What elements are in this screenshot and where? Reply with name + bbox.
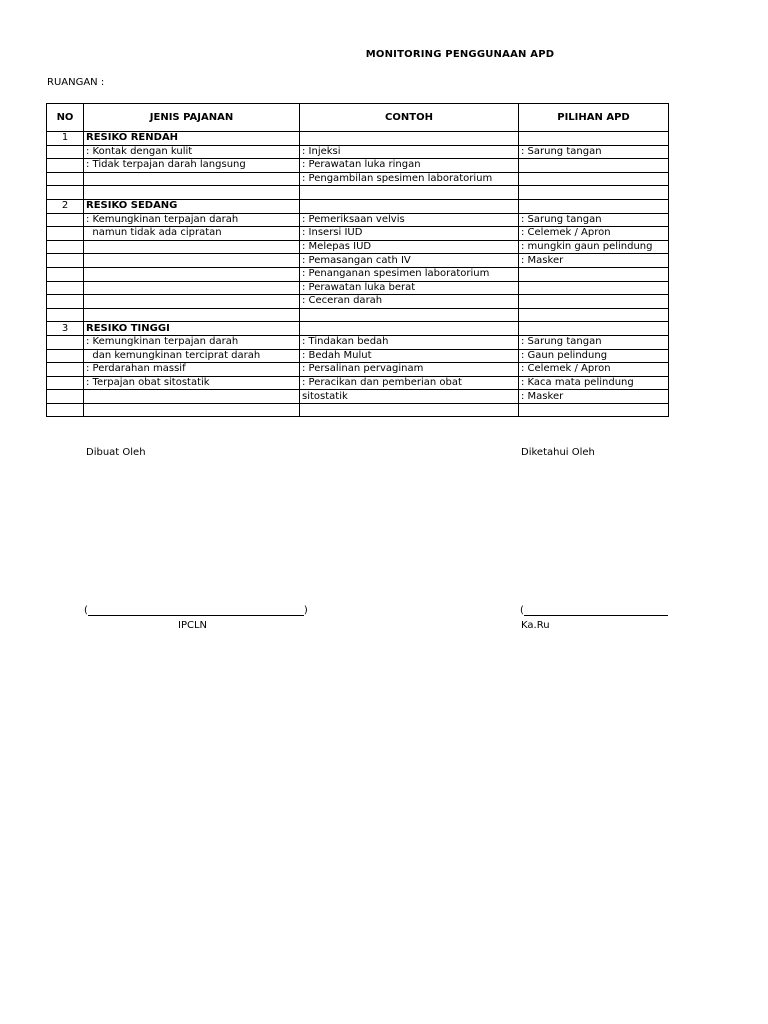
cell-contoh bbox=[300, 132, 519, 146]
cell-contoh: : Pengambilan spesimen laboratorium bbox=[300, 172, 519, 186]
table-row bbox=[47, 227, 669, 241]
cell-contoh bbox=[300, 308, 519, 322]
cell-no bbox=[47, 159, 84, 173]
cell-contoh bbox=[300, 199, 519, 213]
cell-pilihan-apd bbox=[519, 132, 669, 146]
cell-no bbox=[47, 145, 84, 159]
cell-jenis-pajanan bbox=[84, 172, 300, 186]
table-row bbox=[47, 349, 669, 363]
cell-no bbox=[47, 267, 84, 281]
table-row bbox=[47, 363, 669, 377]
header-jenis-pajanan: JENIS PAJANAN bbox=[84, 104, 300, 132]
cell-contoh bbox=[300, 403, 519, 417]
header-contoh: CONTOH bbox=[300, 104, 519, 132]
table-row bbox=[47, 186, 669, 200]
cell-pilihan-apd: : Sarung tangan bbox=[519, 145, 669, 159]
cell-pilihan-apd: : Masker bbox=[519, 254, 669, 268]
cell-contoh: : Pemeriksaan velvis bbox=[300, 213, 519, 227]
table-row bbox=[47, 267, 669, 281]
cell-jenis-pajanan: : Terpajan obat sitostatik bbox=[84, 376, 300, 390]
cell-pilihan-apd: : Gaun pelindung bbox=[519, 349, 669, 363]
cell-no bbox=[47, 186, 84, 200]
cell-pilihan-apd: : Celemek / Apron bbox=[519, 363, 669, 377]
table-row bbox=[47, 254, 669, 268]
cell-pilihan-apd bbox=[519, 295, 669, 309]
cell-jenis-pajanan bbox=[84, 240, 300, 254]
cell-contoh: : Bedah Mulut bbox=[300, 349, 519, 363]
cell-jenis-pajanan: : Kontak dengan kulit bbox=[84, 145, 300, 159]
table-header-row bbox=[47, 104, 669, 132]
cell-pilihan-apd bbox=[519, 172, 669, 186]
table-row bbox=[47, 213, 669, 227]
cell-no bbox=[47, 349, 84, 363]
table-row bbox=[47, 145, 669, 159]
cell-contoh: : Peracikan dan pemberian obat bbox=[300, 376, 519, 390]
cell-contoh: : Penanganan spesimen laboratorium bbox=[300, 267, 519, 281]
cell-jenis-pajanan: RESIKO SEDANG bbox=[84, 199, 300, 213]
cell-contoh: : Persalinan pervaginam bbox=[300, 363, 519, 377]
cell-no bbox=[47, 240, 84, 254]
cell-jenis-pajanan: RESIKO TINGGI bbox=[84, 322, 300, 336]
cell-no bbox=[47, 363, 84, 377]
table-row bbox=[47, 240, 669, 254]
table-row bbox=[47, 322, 669, 336]
table-row bbox=[47, 172, 669, 186]
left-paren-open: ( bbox=[84, 605, 88, 616]
table-row bbox=[47, 376, 669, 390]
cell-no: 2 bbox=[47, 199, 84, 213]
cell-contoh bbox=[300, 322, 519, 336]
table-row bbox=[47, 335, 669, 349]
cell-pilihan-apd: : Sarung tangan bbox=[519, 213, 669, 227]
right-signature-line bbox=[520, 605, 668, 616]
cell-jenis-pajanan bbox=[84, 308, 300, 322]
cell-pilihan-apd: : Celemek / Apron bbox=[519, 227, 669, 241]
cell-pilihan-apd bbox=[519, 186, 669, 200]
cell-pilihan-apd: : Kaca mata pelindung bbox=[519, 376, 669, 390]
table-row bbox=[47, 295, 669, 309]
cell-no: 1 bbox=[47, 132, 84, 146]
cell-contoh: : Ceceran darah bbox=[300, 295, 519, 309]
cell-contoh: : Perawatan luka ringan bbox=[300, 159, 519, 173]
left-signature-line bbox=[84, 605, 308, 616]
apd-table bbox=[46, 103, 669, 417]
cell-contoh bbox=[300, 186, 519, 200]
cell-no bbox=[47, 281, 84, 295]
right-signature-blank bbox=[524, 605, 668, 616]
table-row bbox=[47, 132, 669, 146]
table-row bbox=[47, 390, 669, 404]
header-pilihan-apd: PILIHAN APD bbox=[519, 104, 669, 132]
cell-contoh: sitostatik bbox=[300, 390, 519, 404]
left-paren-close: ) bbox=[303, 605, 308, 616]
cell-contoh: : Melepas IUD bbox=[300, 240, 519, 254]
cell-jenis-pajanan bbox=[84, 295, 300, 309]
cell-jenis-pajanan bbox=[84, 390, 300, 404]
cell-no bbox=[47, 335, 84, 349]
cell-contoh: : Injeksi bbox=[300, 145, 519, 159]
cell-no bbox=[47, 376, 84, 390]
cell-jenis-pajanan bbox=[84, 403, 300, 417]
left-signature-blank bbox=[88, 605, 304, 616]
table-row bbox=[47, 199, 669, 213]
cell-pilihan-apd bbox=[519, 159, 669, 173]
document-title: MONITORING PENGGUNAAN APD bbox=[365, 49, 555, 60]
cell-jenis-pajanan: : Kemungkinan terpajan darah bbox=[84, 335, 300, 349]
cell-jenis-pajanan bbox=[84, 186, 300, 200]
cell-no bbox=[47, 295, 84, 309]
cell-jenis-pajanan: dan kemungkinan terciprat darah bbox=[84, 349, 300, 363]
cell-jenis-pajanan: : Kemungkinan terpajan darah bbox=[84, 213, 300, 227]
cell-pilihan-apd: : Masker bbox=[519, 390, 669, 404]
cell-no bbox=[47, 390, 84, 404]
cell-pilihan-apd: : mungkin gaun pelindung bbox=[519, 240, 669, 254]
karu-role: Ka.Ru bbox=[521, 620, 550, 631]
ipcln-role: IPCLN bbox=[178, 620, 208, 631]
cell-jenis-pajanan: RESIKO RENDAH bbox=[84, 132, 300, 146]
cell-contoh: : Tindakan bedah bbox=[300, 335, 519, 349]
cell-jenis-pajanan bbox=[84, 254, 300, 268]
table-row bbox=[47, 308, 669, 322]
cell-pilihan-apd bbox=[519, 199, 669, 213]
cell-jenis-pajanan bbox=[84, 281, 300, 295]
header-no: NO bbox=[47, 104, 84, 132]
cell-contoh: : Perawatan luka berat bbox=[300, 281, 519, 295]
cell-no bbox=[47, 308, 84, 322]
cell-pilihan-apd: : Sarung tangan bbox=[519, 335, 669, 349]
cell-pilihan-apd bbox=[519, 322, 669, 336]
cell-no bbox=[47, 227, 84, 241]
cell-pilihan-apd bbox=[519, 281, 669, 295]
table-row bbox=[47, 159, 669, 173]
ruangan-label: RUANGAN : bbox=[47, 77, 105, 88]
cell-pilihan-apd bbox=[519, 403, 669, 417]
cell-no bbox=[47, 172, 84, 186]
dibuat-oleh-label: Dibuat Oleh bbox=[86, 447, 146, 458]
cell-jenis-pajanan: namun tidak ada cipratan bbox=[84, 227, 300, 241]
cell-no: 3 bbox=[47, 322, 84, 336]
diketahui-oleh-label: Diketahui Oleh bbox=[521, 447, 595, 458]
cell-no bbox=[47, 254, 84, 268]
table-row bbox=[47, 403, 669, 417]
right-paren-open: ( bbox=[520, 605, 524, 616]
cell-pilihan-apd bbox=[519, 267, 669, 281]
cell-no bbox=[47, 403, 84, 417]
cell-no bbox=[47, 213, 84, 227]
table-row bbox=[47, 281, 669, 295]
cell-jenis-pajanan: : Tidak terpajan darah langsung bbox=[84, 159, 300, 173]
cell-jenis-pajanan: : Perdarahan massif bbox=[84, 363, 300, 377]
cell-contoh: : Pemasangan cath IV bbox=[300, 254, 519, 268]
cell-contoh: : Insersi IUD bbox=[300, 227, 519, 241]
cell-jenis-pajanan bbox=[84, 267, 300, 281]
cell-pilihan-apd bbox=[519, 308, 669, 322]
table-body bbox=[47, 132, 669, 417]
